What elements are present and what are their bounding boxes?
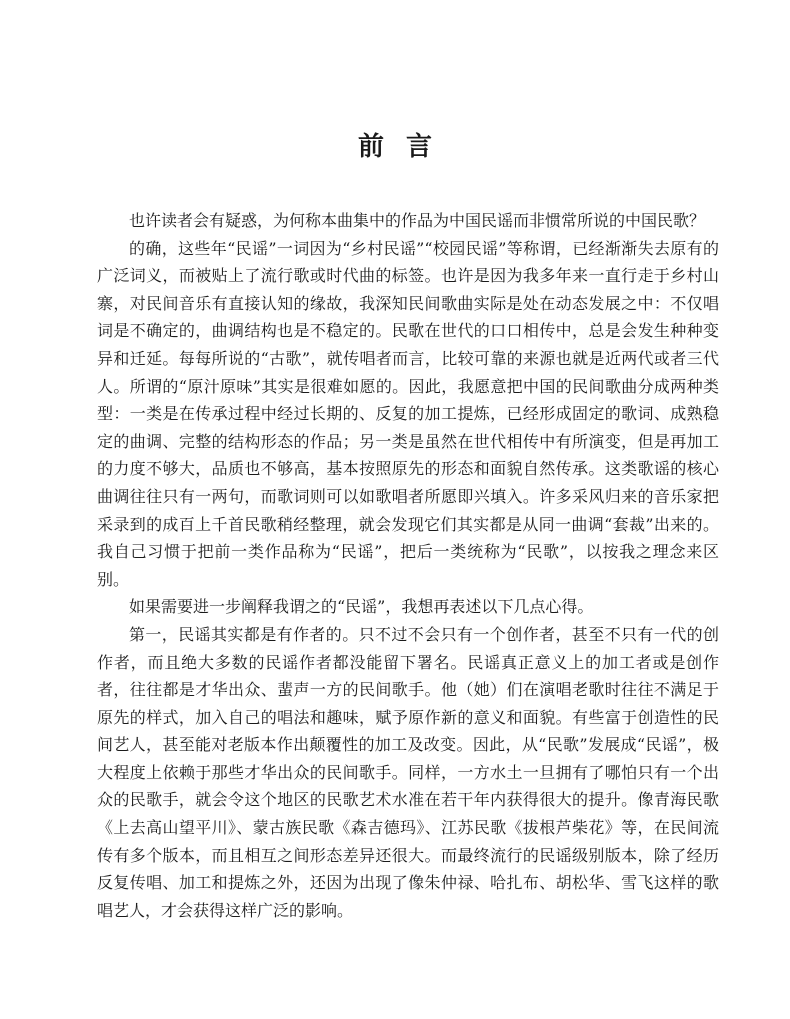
paragraph-3: 如果需要进一步阐释我谓之的“民谣”，我想再表述以下几点心得。 bbox=[129, 597, 594, 617]
paragraph-4: 第一，民谣其实都是有作者的。只不过不会只有一个创作者，甚至不只有一代的创作者，而且绝大多数的民谣作者都没能留下署名。民谣真正意义上的加工者或是创作者，往往都是才华出众、蜚声一方的民间歌手。他（她）们在演唱老歌时往往不满足于原先的样式，加入自己的唱法和趣味，赋予原作新的意义和面貌。有些富于创造性的民间艺人，甚至能对老版本作出颠覆性的加工及改变。因此，从“民歌”发展成“民谣”，极大程度上依赖于那些才华出众的民间歌手。同样，一方水土一旦拥有了哪怕只有一个出众的民歌手，就会令这个地区的民歌艺术水准在若干年内获得很大的提升。像青海民歌《上去高山望平川》、蒙古族民歌《森吉德玛》、江苏民歌《拔根芦柴花》等，在民间流传有多个版本，而且相互之间形态差异还很大。而最终流行的民谣级别版本，除了经历反复传唱、加工和提炼之外，还因为出现了像朱仲禄、哈扎布、胡松华、雪飞这样的歌唱艺人，才会获得这样广泛的影响。 bbox=[97, 624, 719, 920]
paragraph-1: 也许读者会有疑惑，为何称本曲集中的作品为中国民谣而非惯常所说的中国民歌？ bbox=[129, 211, 706, 230]
page-title: 前言 bbox=[357, 132, 454, 162]
body-text bbox=[97, 207, 719, 924]
paragraph-2: 的确，这些年“民谣”一词因为“乡村民谣”“校园民谣”等称谓，已经渐渐失去原有的广泛词义，而被贴上了流行歌或时代曲的标签。也许是因为我多年来一直行走于乡村山寨，对民间音乐有直接认知的缘故，我深知民间歌曲实际是处在动态发展之中：不仅唱词是不确定的，曲调结构也是不稳定的。民歌在世代的口口相传中，总是会发生种种变异和迁延。每每所说的“古歌”，就传唱者而言，比较可靠的来源也就是近两代或者三代人。所谓的“原汁原味”其实是很难如愿的。因此，我愿意把中国的民间歌曲分成两种类型：一类是在传承过程中经过长期的、反复的加工提炼，已经形成固定的歌词、成熟稳定的曲调、完整的结构形态的作品；另一类是虽然在世代相传中有所演变，但是再加工的力度不够大，品质也不够高，基本按照原先的形态和面貌自然传承。这类歌谣的核心曲调往往只有一两句，而歌词则可以如歌唱者所愿即兴填入。许多采风归来的音乐家把采录到的成百上千首民歌稍经整理，就会发现它们其实都是从同一曲调“套裁”出来的。我自己习惯于把前一类作品称为“民谣”，把后一类统称为“民歌”，以按我之理念来区别。 bbox=[97, 238, 719, 589]
